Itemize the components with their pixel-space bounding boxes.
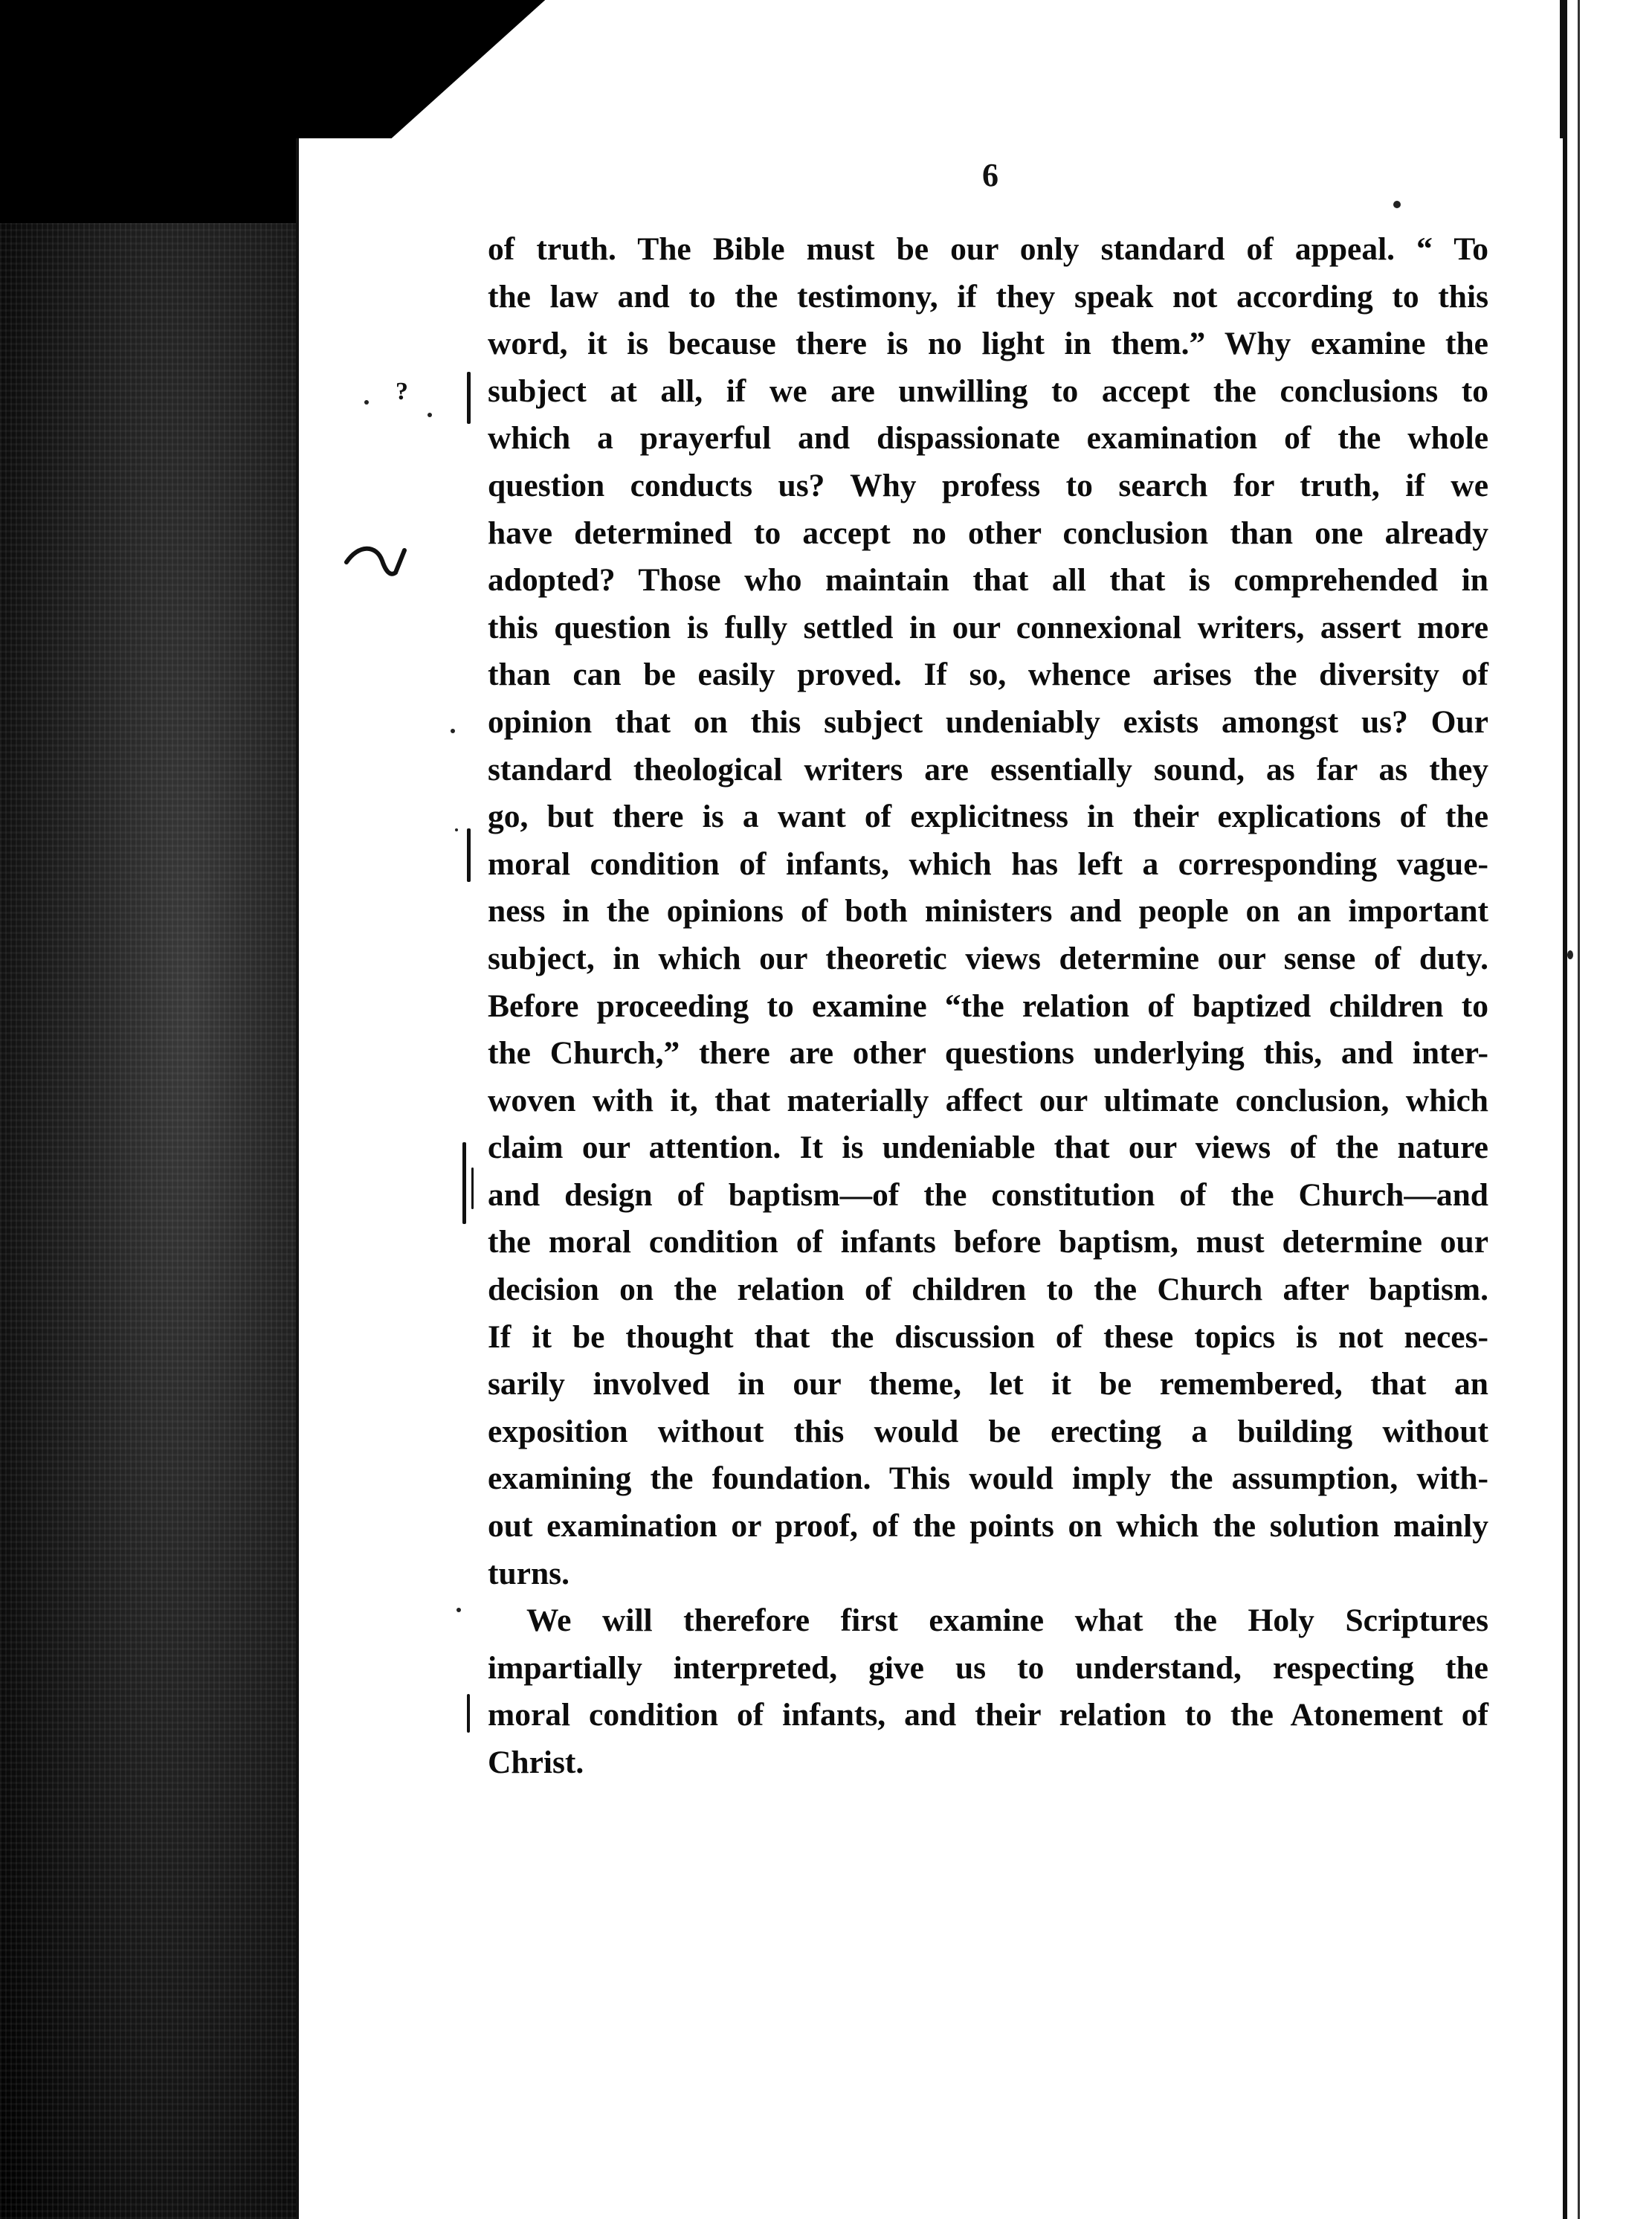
text-line: subject at all, if we are unwilling to accept the conclusions to [488,373,1488,409]
text-line: the law and to the testimony, if they speak not according to this [488,278,1488,315]
text-line: sarily involved in our theme, let it be remembered, that an [488,1366,1488,1402]
text-line: this question is fully settled in our connexional writers, assert more [488,609,1488,645]
ink-speck [364,400,369,405]
ink-speck [1393,201,1401,208]
text-line: woven with it, that materially affect our ultimate conclusion, which [488,1082,1488,1118]
margin-bracket [467,828,471,882]
text-line: ness in the opinions of both ministers and people on an important [488,893,1488,930]
text-line: impartially interpreted, give us to understand, respecting the [488,1649,1488,1686]
margin-bracket [462,1142,466,1224]
text-line: of truth. The Bible must be our only standard of appeal. “ To [488,231,1488,267]
question-mark-annotation: ? [396,378,408,405]
text-line: have determined to accept no other conclusion than one already [488,515,1488,551]
text-line: standard theological writers are essentially sound, as far as they [488,751,1488,788]
right-edge-rule-thin [1578,0,1580,2219]
ink-speck [451,729,455,733]
text-line: word, it is because there is no light in them.” Why examine the [488,326,1488,362]
text-line: than can be easily proved. If so, whence arises the diversity of [488,657,1488,693]
text-line: moral condition of infants, and their relation to the Atonement of [488,1697,1488,1733]
text-line: Before proceeding to examine “the relation of baptized children to [488,988,1488,1024]
book-gutter-shadow [0,0,312,2219]
margin-bracket [471,1168,474,1209]
ink-speck [1567,950,1573,959]
text-line: turns. [488,1555,570,1591]
text-line: adopted? Those who maintain that all that is comprehended in [488,562,1488,599]
margin-bracket [467,372,471,424]
text-line: exposition without this would be erecting a building without [488,1413,1488,1449]
text-line: go, but there is a want of explicitness in their explications of the [488,799,1488,835]
page-number: 6 [982,157,998,193]
text-line: decision on the relation of children to the Church after baptism. [488,1272,1488,1308]
text-line: out examination or proof, of the points on which the solution mainly [488,1508,1488,1545]
text-line: moral condition of infants, which has left a corresponding vague- [488,846,1488,882]
text-line: subject, in which our theoretic views determine our sense of duty. [488,940,1488,976]
margin-bracket [467,1694,470,1733]
right-margin-strip [1555,0,1652,2219]
text-line: Christ. [488,1745,584,1780]
body-text [488,226,1488,1787]
text-line: and design of baptism—of the constitution of the Church—and [488,1176,1488,1213]
text-line: If it be thought that the discussion of these topics is not neces- [488,1318,1488,1355]
text-line: which a prayerful and dispassionate examination of the whole [488,420,1488,457]
hook-mark-icon [343,540,410,584]
ink-speck [427,413,432,417]
text-line: opinion that on this subject undeniably exists amongst us? Our [488,703,1488,740]
text-line: question conducts us? Why profess to search for truth, if we [488,467,1488,503]
text-line: the Church,” there are other questions underlying this, and inter- [488,1035,1488,1072]
ink-speck [456,1608,461,1612]
text-line: We will therefore first examine what the Holy Scriptures [526,1603,1488,1639]
text-line: examining the foundation. This would imply the assumption, with- [488,1460,1488,1497]
text-line: the moral condition of infants before baptism, must determine our [488,1224,1488,1260]
text-line: claim our attention. It is undeniable that our views of the nature [488,1130,1488,1166]
ink-speck [455,828,458,831]
